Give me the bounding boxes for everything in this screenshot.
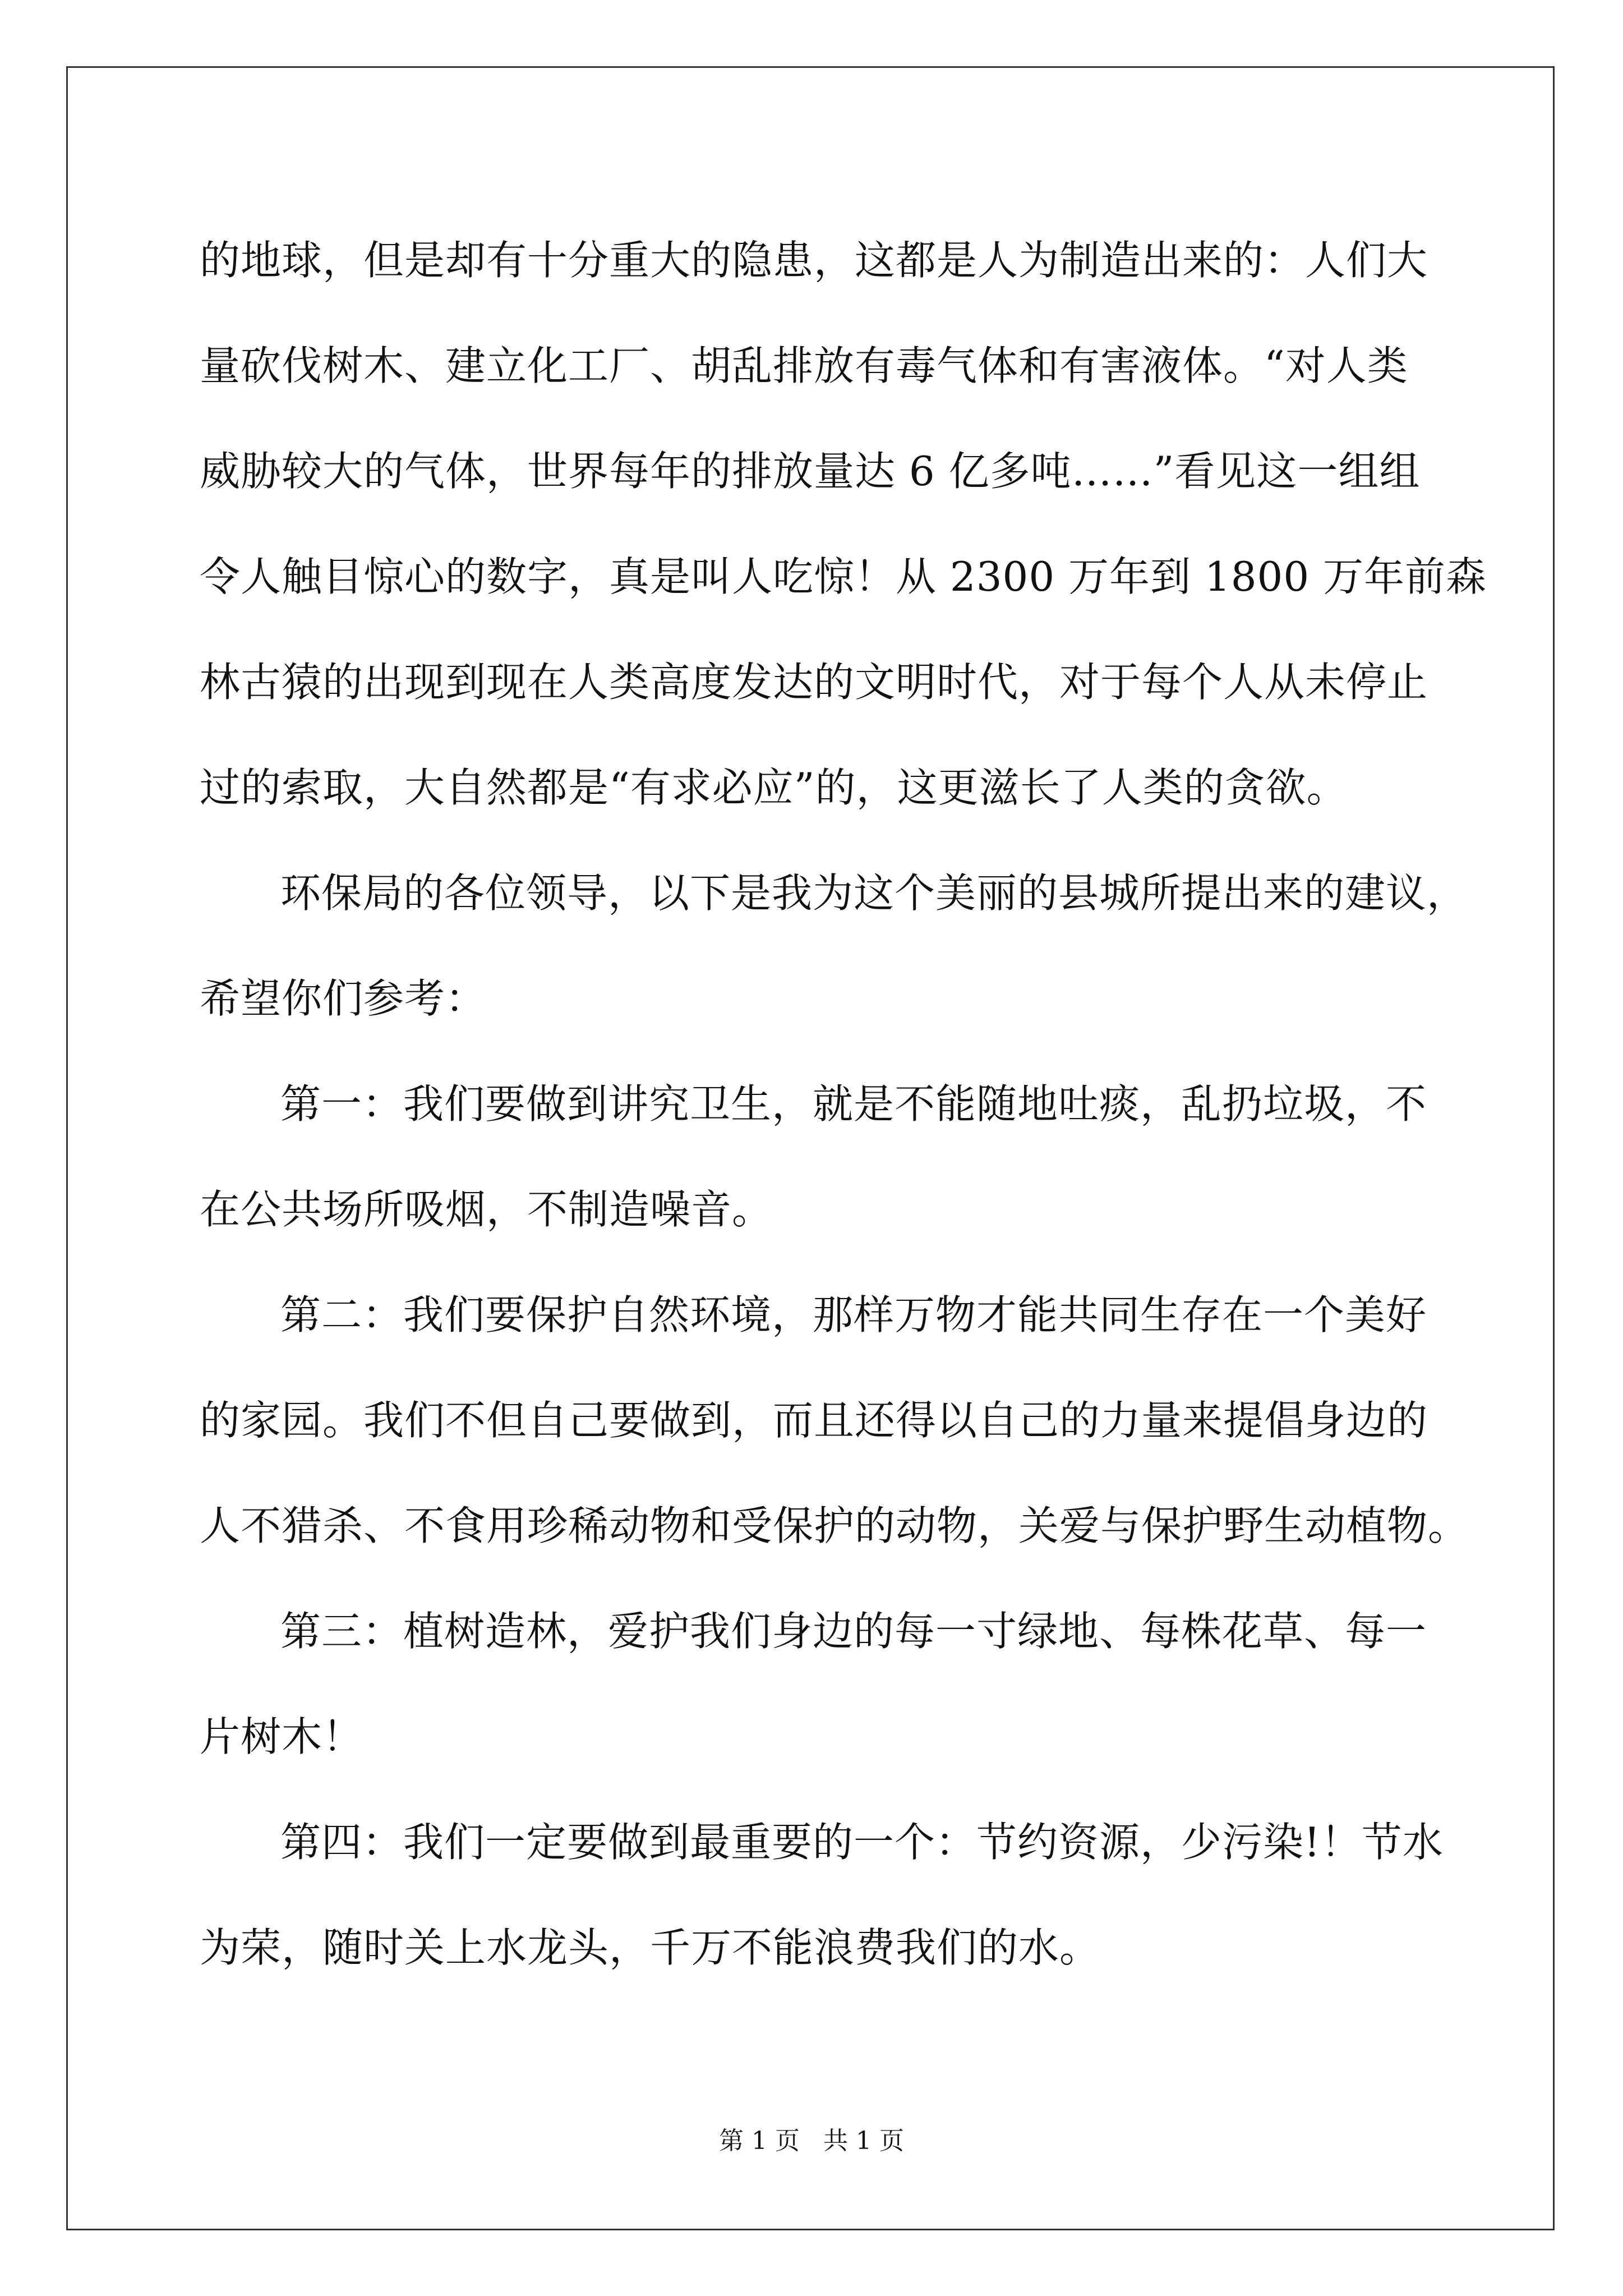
paragraph-2	[200, 840, 1468, 1051]
paragraph-6	[200, 1789, 1444, 2000]
text-line: 过的索取，大自然都是“有求必应”的，这更滋长了人类的贪欲。	[200, 764, 1348, 811]
text-line: 令人触目惊心的数字，真是叫人吃惊！从 2300 万年到 1800 万年前森	[200, 553, 1487, 600]
text-line: 希望你们参考：	[200, 975, 487, 1022]
text-line: 为荣，随时关上水龙头，千万不能浪费我们的水。	[200, 1924, 1101, 1971]
text-line: 片树木！	[200, 1713, 364, 1760]
paragraph-4	[200, 1262, 1469, 1579]
text-line: 人不猎杀、不食用珍稀动物和受保护的动物，关爱与保护野生动植物。	[200, 1502, 1469, 1549]
text-line: 第一：我们要做到讲究卫生，就是不能随地吐痰，乱扔垃圾，不	[280, 1080, 1427, 1128]
document-body	[200, 208, 1487, 2000]
text-line: 第二：我们要保护自然环境，那样万物才能共同生存在一个美好	[280, 1291, 1427, 1338]
text-line: 威胁较大的气体，世界每年的排放量达 6 亿多吨……”看见这一组组	[200, 448, 1421, 495]
paragraph-5	[200, 1579, 1439, 1789]
page-total: 共 1 页	[823, 2127, 904, 2155]
page-footer	[0, 2120, 1623, 2156]
text-line: 量砍伐树木、建立化工厂、胡乱排放有毒气体和有害液体。“对人类	[200, 342, 1408, 389]
text-line: 林古猿的出现到现在人类高度发达的文明时代，对于每个人从未停止	[200, 659, 1428, 706]
footer-spacer	[800, 2127, 823, 2155]
text-line: 第三：植树造林，爱护我们身边的每一寸绿地、每株花草、每一	[280, 1608, 1427, 1655]
page-number: 第 1 页	[719, 2127, 800, 2155]
text-line: 的家园。我们不但自己要做到，而且还得以自己的力量来提倡身边的	[200, 1397, 1428, 1444]
text-line: 在公共场所吸烟，不制造噪音。	[200, 1186, 773, 1233]
paragraph-1	[200, 208, 1487, 840]
text-line: 第四：我们一定要做到最重要的一个：节约资源，少污染!！节水	[280, 1819, 1444, 1866]
text-line: 环保局的各位领导，以下是我为这个美丽的县城所提出来的建议，	[280, 869, 1468, 917]
text-line: 的地球，但是却有十分重大的隐患，这都是人为制造出来的：人们大	[200, 237, 1428, 284]
paragraph-3	[200, 1051, 1439, 1262]
